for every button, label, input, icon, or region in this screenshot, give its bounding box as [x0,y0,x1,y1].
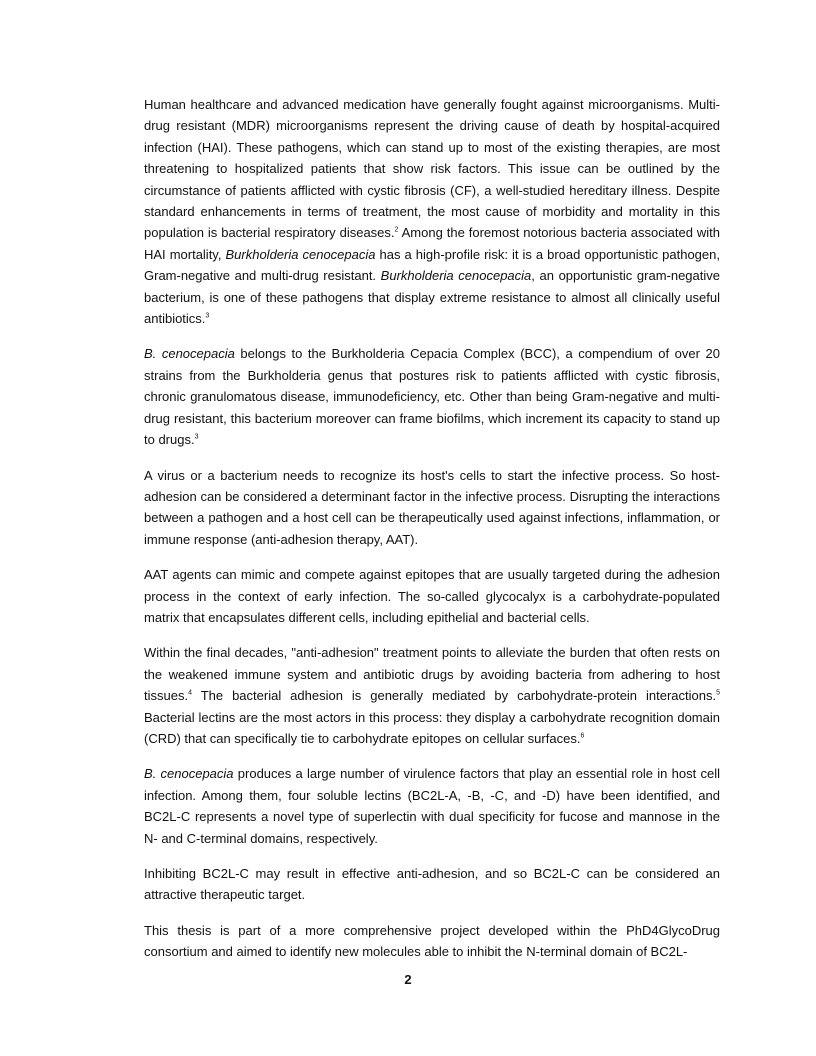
page-body [144,94,720,977]
paragraph-thesis-scope [144,920,720,963]
paragraph-text: Inhibiting BC2L-C may result in effective anti-adhesion, and so BC2L-C can be considered an attractive therapeutic target. [144,866,720,903]
paragraph-text: This thesis is part of a more comprehensive project developed within the PhD4GlycoDrug consortium and aimed to identify new molecules able to inhibit the N-terminal domain of BC2L- [144,922,720,960]
paragraph-text: Among the foremost notorious bacteria associated with HAI mortality, [144,225,720,262]
paragraph-aat-agents [144,564,720,628]
citation-ref: 4 [188,689,192,697]
paragraph-text: Within the final decades, "anti-adhesion" treatment points to alleviate the burden that often rests on the weakened immune system and antibiotic drugs by avoiding bacteria from adhering to host tissues. [144,645,720,704]
paragraph-host-adhesion [144,465,720,551]
citation-ref: 6 [580,732,585,740]
page-number: 2 [404,972,412,987]
citation-ref: 3 [205,312,210,320]
species-name-italic: B. cenocepacia [144,766,234,782]
paragraph-text: Human healthcare and advanced medication have generally fought against microorganisms. Multi-drug resistant (MDR) microorganisms represent the driving cause of death by hospital-acquired infection (HAI). These pathogens, which can stand up to most of the existing therapies, are most threatening to hospitalized patients that show risk factors. This issue can be outlined by the circumstance of patients afflicted with cystic fibrosis (CF), a well-studied hereditary illness. Despite standard enhancements in terms of treatment, the most cause of morbidity and mortality in this population is bacterial respiratory diseases. [144,97,720,241]
paragraph-virulence-factors [144,763,720,849]
citation-ref: 5 [716,689,720,697]
paragraph-text: AAT agents can mimic and compete against epitopes that are usually targeted during the adhesion process in the context of early infection. The so-called glycocalyx is a carbohydrate-populated matrix that encapsulates different cells, including epithelial and bacterial cells. [144,567,720,625]
paragraph-text: produces a large number of virulence factors that play an essential role in host cell infection. Among them, four soluble lectins (BC2L-A, -B, -C, and -D) have been identified, and BC2L-C represents a novel type of superlectin with dual specificity for fucose and mannose in the N- and C-terminal domains, respectively. [144,766,720,846]
paragraph-text: , an opportunistic gram-negative bacterium, is one of these pathogens that display extreme resistance to almost all clinically useful antibiotics. [144,268,721,327]
paragraph-anti-adhesion [144,642,720,749]
species-name-italic: Burkholderia cenocepacia [225,246,376,262]
paragraph-bcc [144,343,720,450]
species-name-italic: Burkholderia cenocepacia [380,268,532,284]
paragraph-text: The bacterial adhesion is generally mediated by carbohydrate-protein interactions. [191,688,717,704]
paragraph-text: A virus or a bacterium needs to recognize its host's cells to start the infective process. So host-adhesion can be considered a determinant factor in the infective process. Disrupting the interactions between a pathogen and a host cell can be therapeutically used against infections, inflammation, or immune response (anti-adhesion therapy, AAT). [144,467,720,547]
citation-ref: 3 [194,433,199,441]
paragraph-text: belongs to the Burkholderia Cepacia Complex (BCC), a compendium of over 20 strains from the Burkholderia genus that postures risk to patients afflicted with cystic fibrosis, chronic granulomatous disease, immunodeficiency, etc. Other than being Gram-negative and multi-drug resistant, this bacterium moreover can frame biofilms, which increment its capacity to stand up to drugs. [144,346,720,448]
species-name-italic: B. cenocepacia [144,346,235,362]
paragraph-introduction [144,94,720,329]
citation-ref: 2 [394,227,399,235]
paragraph-text: Bacterial lectins are the most actors in this process: they display a carbohydrate recognition domain (CRD) that can specifically tie to carbohydrate epitopes on cellular surfaces. [144,709,720,746]
paragraph-text: has a high-profile risk: it is a broad opportunistic pathogen, Gram-negative and multi-drug resistant. [144,246,720,284]
paragraph-bc2l-c-target [144,863,720,906]
